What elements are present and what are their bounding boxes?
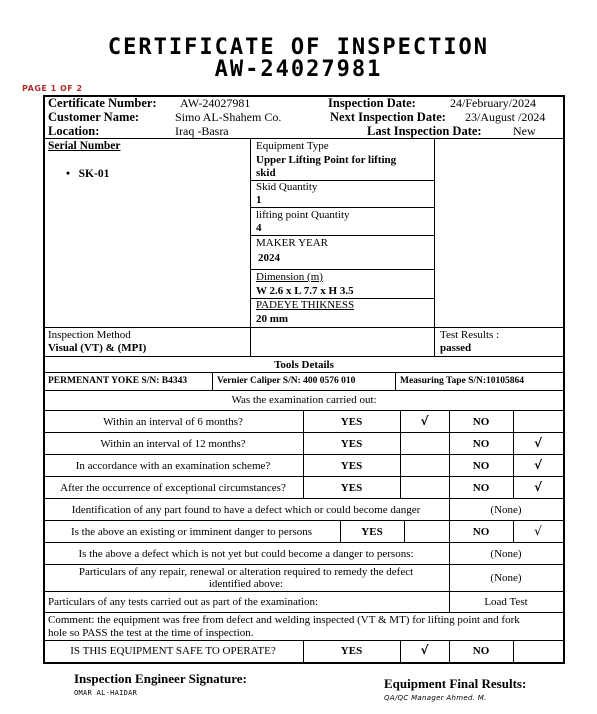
q6-no: NO	[472, 526, 490, 538]
location-label: Location:	[48, 124, 100, 138]
tool-tape: Measuring Tape S/N:10105864	[400, 376, 525, 386]
lp-qty-label: lifting point Quantity	[256, 209, 350, 221]
q2-no-check: √	[533, 436, 542, 450]
tool-caliper: Vernier Caliper S/N: 400 0576 010	[217, 376, 356, 386]
last-inspection-label: Last Inspection Date:	[367, 124, 482, 138]
question-future-danger: Is the above a defect which is not yet but could become a danger to persons:	[78, 548, 414, 560]
certificate-title: CERTIFICATE OF INSPECTION	[107, 35, 490, 60]
q5-answer: (None)	[490, 504, 522, 516]
question-exam-scheme: In accordance with an examination scheme?	[75, 460, 271, 472]
equipment-type-value-2: skid	[256, 167, 276, 179]
last-inspection-value: New	[513, 124, 536, 138]
serial-label: Serial Number	[48, 140, 121, 152]
customer-label: Customer Name:	[48, 110, 140, 124]
skid-qty-label: Skid Quantity	[256, 181, 318, 193]
q3-no: NO	[472, 460, 490, 472]
tool-yoke: PERMENANT YOKE S/N: B4343	[48, 376, 188, 386]
question-12-months: Within an interval of 12 months?	[100, 438, 246, 450]
page-indicator: PAGE 1 OF 2	[22, 84, 83, 93]
q9-answer: Load Test	[484, 596, 528, 608]
cert-number-label: Certificate Number:	[48, 96, 157, 110]
q6-yes: YES	[361, 526, 383, 538]
tools-header: Tools Details	[274, 359, 334, 371]
final-results-title: Equipment Final Results:	[384, 676, 527, 691]
equipment-type-value-1: Upper Lifting Point for lifting	[256, 154, 397, 166]
customer-value: Simo AL-Shahem Co.	[175, 110, 282, 124]
q1-no: NO	[472, 416, 490, 428]
skid-qty-value: 1	[256, 194, 262, 206]
qa-manager-name: QA/QC Manager Ahmed. M.	[384, 694, 487, 702]
dimension-label: Dimension (m)	[256, 271, 323, 283]
maker-year-value: 2024	[258, 252, 280, 264]
q3-no-check: √	[533, 458, 542, 472]
q4-no: NO	[472, 482, 490, 494]
comment-line2: hole so PASS the test at the time of inspection.	[48, 627, 254, 639]
engineer-signature-title: Inspection Engineer Signature:	[74, 671, 247, 686]
method-value: Visual (VT) & (MPI)	[48, 342, 147, 354]
question-imminent-danger: Is the above an existing or imminent danger to persons	[70, 526, 313, 538]
comment-line1: Comment: the equipment was free from defect and welding inspected (VT & MT) for lifting point and fork	[48, 614, 520, 626]
lp-qty-value: 4	[256, 222, 262, 234]
question-safe-to-operate: IS THIS EQUIPMENT SAFE TO OPERATE?	[70, 645, 276, 657]
safe-yes: YES	[340, 645, 363, 657]
next-inspection-value: 23/August /2024	[465, 110, 546, 124]
q8-answer: (None)	[490, 572, 522, 584]
location-value: Iraq -Basra	[175, 124, 229, 138]
exam-header: Was the examination carried out:	[231, 394, 377, 406]
question-defect-identification: Identification of any part found to have a defect which or could become danger	[71, 504, 421, 516]
question-repair-line2: identified above:	[208, 578, 284, 590]
q4-yes: YES	[340, 482, 363, 494]
q2-no: NO	[472, 438, 490, 450]
maker-year-label: MAKER YEAR	[256, 237, 329, 249]
q4-no-check: √	[533, 480, 542, 494]
safe-no: NO	[472, 645, 490, 657]
next-inspection-label: Next Inspection Date:	[330, 110, 446, 124]
certificate-number-title: AW-24027981	[214, 57, 383, 82]
padeye-label: PADEYE THIKNESS	[256, 299, 355, 311]
question-exceptional: After the occurrence of exceptional circumstances?	[60, 482, 286, 494]
dimension-value: W 2.6 x L 7.7 x H 3.5	[256, 285, 354, 297]
q1-yes: YES	[340, 416, 363, 428]
question-6-months: Within an interval of 6 months?	[103, 416, 243, 428]
inspection-date-value: 24/February/2024	[450, 96, 536, 110]
engineer-name: OMAR AL-HAIDAR	[74, 689, 138, 697]
results-label: Test Results :	[440, 329, 500, 341]
q6-no-check: √	[534, 524, 542, 538]
serial-item: • SK-01	[66, 168, 110, 180]
q7-answer: (None)	[490, 548, 522, 560]
q3-yes: YES	[340, 460, 363, 472]
q1-yes-check: √	[420, 414, 429, 428]
padeye-value: 20 mm	[256, 313, 289, 325]
question-tests: Particulars of any tests carried out as part of the examination:	[48, 596, 319, 608]
cert-number-value: AW-24027981	[180, 96, 251, 110]
q2-yes: YES	[340, 438, 363, 450]
equipment-type-label: Equipment Type	[256, 140, 329, 152]
serial-value: SK-01	[78, 168, 110, 180]
results-value: passed	[440, 342, 472, 354]
question-repair-line1: Particulars of any repair, renewal or alteration required to remedy the defect	[78, 566, 414, 578]
method-label: Inspection Method	[48, 329, 131, 341]
inspection-date-label: Inspection Date:	[328, 96, 416, 110]
safe-yes-check: √	[420, 643, 429, 657]
